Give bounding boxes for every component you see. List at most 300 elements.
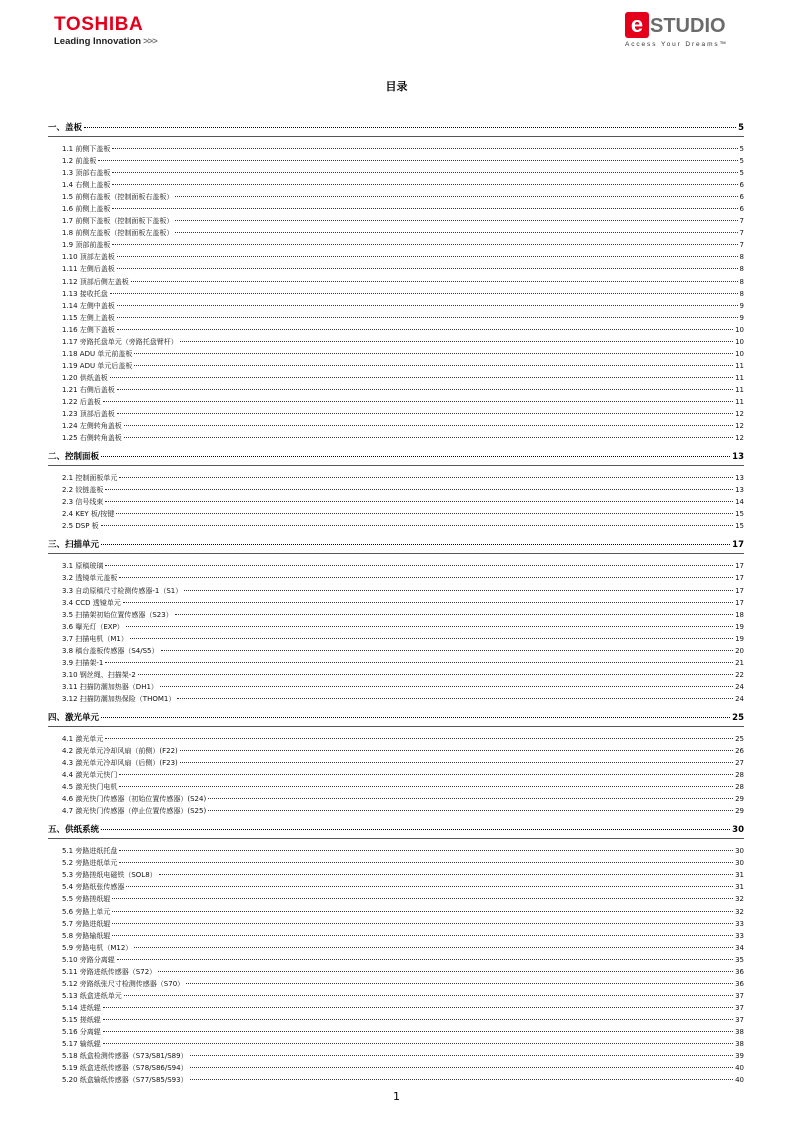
toshiba-logo	[54, 15, 157, 48]
dot-leader	[177, 698, 733, 699]
entry-page: 30	[735, 847, 744, 856]
dot-leader	[112, 911, 733, 912]
dot-leader	[123, 602, 733, 603]
dot-leader	[101, 525, 733, 526]
entry-page: 10	[735, 349, 744, 358]
toc-entry[interactable]	[48, 143, 744, 155]
estudio-tagline: Access Your Dreams™	[625, 41, 728, 48]
entry-title: 1.11 左侧后盖板	[62, 265, 115, 274]
entry-title: 1.2 前盖板	[62, 157, 97, 166]
dot-leader	[117, 413, 733, 414]
entry-title: 1.19 ADU 单元后盖板	[62, 361, 133, 370]
toc-entry[interactable]	[48, 372, 744, 384]
entry-title: 1.12 顶部后侧左盖板	[62, 277, 129, 286]
entry-page: 15	[735, 522, 744, 531]
toc-entry[interactable]	[48, 263, 744, 275]
toc-entry[interactable]	[48, 669, 744, 681]
toc-chapter[interactable]	[48, 711, 744, 725]
entry-title: 1.7 前侧下盖板（控制面板下盖板）	[62, 217, 174, 226]
dot-leader	[175, 220, 737, 221]
dot-leader	[126, 886, 733, 887]
brand-name: TOSHIBA	[54, 14, 144, 35]
dot-leader	[105, 738, 733, 739]
dot-leader	[190, 1079, 733, 1080]
toc-entry[interactable]	[48, 288, 744, 300]
dot-leader	[208, 798, 733, 799]
entry-page: 17	[735, 586, 744, 595]
entry-page: 36	[735, 979, 744, 988]
entry-page: 13	[735, 486, 744, 495]
toc-entry[interactable]	[48, 508, 744, 520]
toc-entry[interactable]	[48, 336, 744, 348]
entry-page: 11	[735, 373, 744, 382]
chapter-title: 三、扫描单元	[48, 540, 100, 551]
entry-title: 4.3 激光单元冷却风扇（后侧）(F23)	[62, 759, 178, 768]
entry-page: 12	[735, 422, 744, 431]
entry-page: 6	[739, 181, 744, 190]
dot-leader	[119, 774, 733, 775]
entry-title: 3.2 透镜单元盖板	[62, 574, 118, 583]
entry-title: 3.8 稿台盖板传感器（S4/S5）	[62, 646, 159, 655]
entry-title: 1.16 左侧下盖板	[62, 325, 115, 334]
entry-page: 6	[739, 205, 744, 214]
toc-entry[interactable]	[48, 432, 744, 444]
entry-title: 1.15 左侧上盖板	[62, 313, 115, 322]
dot-leader	[119, 862, 733, 863]
entry-title: 1.5 前侧右盖板（控制面板右盖板）	[62, 193, 174, 202]
toc-chapter[interactable]	[48, 121, 744, 135]
toc-entry[interactable]	[48, 745, 744, 757]
entry-title: 3.11 扫描防潮加热器（DH1）	[62, 682, 158, 691]
entry-title: 5.11 旁路进纸传感器（S72）	[62, 967, 157, 976]
toc-chapter[interactable]	[48, 538, 744, 552]
dot-leader	[190, 1067, 733, 1068]
entry-page: 10	[735, 337, 744, 346]
chapter-title: 二、控制面板	[48, 452, 100, 463]
chapter-divider	[48, 136, 744, 137]
entry-title: 4.5 激光快门电机	[62, 783, 118, 792]
entry-title: 1.6 前侧上盖板	[62, 205, 111, 214]
dot-leader	[103, 1031, 733, 1032]
toc-entry[interactable]	[48, 942, 744, 954]
entry-title: 3.6 曝光灯（EXP）	[62, 622, 124, 631]
toc-entry[interactable]	[48, 769, 744, 781]
page-title: 目录	[385, 80, 408, 93]
toc-entry[interactable]	[48, 560, 744, 572]
dot-leader	[208, 810, 733, 811]
entry-title: 4.7 激光快门传感器（停止位置传感器）(S25)	[62, 807, 207, 816]
chapter-page: 17	[732, 540, 744, 551]
dot-leader	[112, 244, 737, 245]
dot-leader	[103, 401, 733, 402]
entry-title: 5.16 分离辊	[62, 1028, 101, 1036]
toc-entry[interactable]	[48, 857, 744, 869]
toc-entry[interactable]	[48, 906, 744, 918]
dot-leader	[117, 268, 738, 269]
entry-page: 37	[735, 991, 744, 1000]
entry-page: 7	[739, 241, 744, 250]
entry-page: 19	[735, 622, 744, 631]
entry-page: 32	[735, 907, 744, 916]
entry-page: 20	[735, 646, 744, 655]
entry-page: 24	[735, 694, 744, 703]
dot-leader	[134, 365, 733, 366]
entry-page: 25	[735, 734, 744, 743]
entry-title: 5.14 进纸辊	[62, 1003, 101, 1012]
dot-leader	[105, 662, 733, 663]
entry-title: 5.12 旁路纸张尺寸检测传感器（S70）	[62, 979, 185, 988]
entry-page: 40	[735, 1064, 744, 1073]
dot-leader	[116, 513, 733, 514]
entry-title: 1.25 右侧转角盖板	[62, 434, 122, 443]
entry-page: 18	[735, 610, 744, 619]
toc-entry[interactable]	[48, 484, 744, 496]
dot-leader	[101, 829, 730, 830]
dot-leader	[175, 614, 733, 615]
entry-title: 5.10 旁路分离辊	[62, 955, 115, 964]
toc-entry[interactable]	[48, 978, 744, 990]
entry-page: 5	[739, 157, 744, 166]
estudio-e-mark: e	[625, 12, 649, 38]
dot-leader	[105, 489, 733, 490]
dot-leader	[180, 750, 733, 751]
dot-leader	[175, 196, 737, 197]
entry-page: 28	[735, 771, 744, 780]
entry-title: 2.3 信号线束	[62, 498, 104, 507]
toc-chapter[interactable]	[48, 450, 744, 464]
chapter-title: 一、盖板	[48, 123, 83, 133]
brand-tagline	[54, 36, 157, 48]
toc-entry[interactable]	[48, 251, 744, 263]
toc-entry[interactable]	[48, 1074, 744, 1086]
entry-title: 5.19 纸盒进纸传感器（S78/S86/S94）	[62, 1064, 188, 1073]
entry-title: 1.20 供纸盖板	[62, 373, 108, 382]
dot-leader	[158, 971, 733, 972]
entry-title: 1.14 左侧中盖板	[62, 301, 115, 310]
dot-leader	[110, 377, 733, 378]
dot-leader	[180, 762, 733, 763]
entry-page: 29	[735, 807, 744, 816]
entry-page: 17	[735, 562, 744, 571]
entry-page: 35	[735, 955, 744, 964]
toc-entry[interactable]	[48, 893, 744, 905]
dot-leader	[130, 638, 733, 639]
entry-title: 1.23 顶部后盖板	[62, 410, 115, 419]
entry-page: 8	[739, 253, 744, 262]
toc-entry[interactable]	[48, 239, 744, 251]
entry-title: 5.1 旁路进纸托盘	[62, 847, 118, 856]
dot-leader	[112, 184, 737, 185]
entry-title: 5.15 搓纸辊	[62, 1015, 101, 1024]
toc-entry[interactable]	[48, 918, 744, 930]
dot-leader	[124, 437, 733, 438]
toc-entry[interactable]	[48, 990, 744, 1002]
entry-title: 3.10 钢丝绳、扫描架-2	[62, 670, 136, 679]
chapter-divider	[48, 726, 744, 727]
entry-title: 1.4 右侧上盖板	[62, 181, 111, 190]
toc-entry[interactable]	[48, 396, 744, 408]
toc-entry[interactable]	[48, 348, 744, 360]
entry-page: 11	[735, 397, 744, 406]
dot-leader	[103, 1007, 733, 1008]
entry-title: 1.1 前侧下盖板	[62, 145, 111, 153]
chapter-divider	[48, 465, 744, 466]
toc-entry[interactable]	[48, 215, 744, 227]
chapter-page: 13	[732, 452, 744, 463]
entry-page: 13	[735, 474, 744, 483]
toc-entry[interactable]	[48, 520, 744, 532]
toc-entry[interactable]	[48, 930, 744, 942]
chapter-page: 30	[732, 825, 744, 836]
entry-page: 38	[735, 1028, 744, 1036]
dot-leader	[119, 786, 733, 787]
toc-entry[interactable]	[48, 227, 744, 239]
toc-entry[interactable]	[48, 203, 744, 215]
toc-entry[interactable]	[48, 609, 744, 621]
dot-leader	[190, 1055, 733, 1056]
entry-page: 37	[735, 1003, 744, 1012]
toc-entry[interactable]	[48, 621, 744, 633]
entry-title: 5.7 旁路进纸辊	[62, 919, 111, 928]
entry-title: 3.5 扫描架初始位置传感器（S23）	[62, 610, 173, 619]
toc-entry[interactable]	[48, 781, 744, 793]
toc-entry[interactable]	[48, 155, 744, 167]
dot-leader	[105, 565, 733, 566]
toc-entry[interactable]	[48, 1050, 744, 1062]
entry-page: 7	[739, 229, 744, 238]
entry-title: 3.4 CCD 透镜单元	[62, 598, 121, 607]
dot-leader	[101, 456, 730, 457]
entry-page: 24	[735, 682, 744, 691]
toc-entry[interactable]	[48, 1014, 744, 1026]
toc-entry[interactable]	[48, 312, 744, 324]
entry-page: 17	[735, 574, 744, 583]
entry-page: 37	[735, 1015, 744, 1024]
entry-page: 30	[735, 859, 744, 868]
toc-entry[interactable]	[48, 1038, 744, 1050]
entry-page: 8	[739, 289, 744, 298]
entry-page: 33	[735, 919, 744, 928]
chapter-divider	[48, 838, 744, 839]
toc-entry[interactable]	[48, 585, 744, 597]
entry-title: 4.4 激光单元快门	[62, 771, 118, 780]
dot-leader	[112, 208, 737, 209]
toc-entry[interactable]	[48, 167, 744, 179]
entry-page: 5	[739, 145, 744, 153]
dot-leader	[112, 923, 733, 924]
entry-title: 3.9 扫描架-1	[62, 658, 104, 667]
toc-entry[interactable]	[48, 881, 744, 893]
entry-page: 22	[735, 670, 744, 679]
dot-leader	[112, 148, 737, 149]
toc-entry[interactable]	[48, 420, 744, 432]
entry-page: 6	[739, 193, 744, 202]
entry-title: 4.2 激光单元冷却风扇（前侧）(F22)	[62, 747, 178, 756]
toc-entry[interactable]	[48, 869, 744, 881]
entry-title: 5.4 旁路纸张传感器	[62, 883, 125, 892]
entry-title: 3.3 自动原稿尺寸检测传感器-1（S1）	[62, 586, 183, 595]
toc-entry[interactable]	[48, 179, 744, 191]
entry-title: 5.8 旁路输纸辊	[62, 931, 111, 940]
entry-page: 11	[735, 361, 744, 370]
entry-page: 8	[739, 277, 744, 286]
entry-page: 21	[735, 658, 744, 667]
dot-leader	[117, 959, 733, 960]
entry-title: 3.12 扫描防潮加热保险（THOM1）	[62, 694, 176, 703]
entry-title: 1.10 顶部左盖板	[62, 253, 115, 262]
entry-page: 34	[735, 943, 744, 952]
dot-leader	[117, 256, 738, 257]
chevrons-icon: >>>	[143, 36, 157, 47]
entry-title: 1.3 顶部右盖板	[62, 169, 111, 178]
entry-page: 17	[735, 598, 744, 607]
entry-title: 5.13 纸盒进纸单元	[62, 991, 122, 1000]
dot-leader	[175, 232, 737, 233]
dot-leader	[112, 898, 733, 899]
entry-title: 5.9 旁路电机（M12）	[62, 943, 133, 952]
toc-entry[interactable]	[48, 472, 744, 484]
dot-leader	[160, 686, 733, 687]
toc-entry[interactable]	[48, 681, 744, 693]
page-header	[0, 0, 793, 60]
entry-title: 5.3 旁路搓纸电磁铁（SOL8）	[62, 871, 157, 880]
entry-page: 14	[735, 498, 744, 507]
entry-page: 10	[735, 325, 744, 334]
chapter-divider	[48, 553, 744, 554]
toc-entry[interactable]	[48, 733, 744, 745]
entry-title: 1.17 旁路托盘单元（旁路托盘臂杆）	[62, 337, 178, 346]
estudio-wordmark	[625, 12, 726, 40]
toc-entry[interactable]	[48, 191, 744, 203]
toc-entry[interactable]	[48, 408, 744, 420]
entry-page: 15	[735, 510, 744, 519]
dot-leader	[117, 389, 733, 390]
entry-page: 28	[735, 783, 744, 792]
toc-entry[interactable]	[48, 657, 744, 669]
entry-title: 4.1 激光单元	[62, 734, 104, 743]
entry-title: 1.9 顶部前盖板	[62, 241, 111, 250]
entry-page: 5	[739, 169, 744, 178]
dot-leader	[98, 160, 737, 161]
tagline-text: Leading Innovation	[54, 36, 142, 47]
entry-page: 40	[735, 1076, 744, 1085]
entry-title: 5.5 旁路搓纸辊	[62, 895, 111, 904]
toc-entry[interactable]	[48, 300, 744, 312]
toc-entry[interactable]	[48, 845, 744, 857]
entry-title: 5.17 输纸辊	[62, 1040, 101, 1049]
toc-entry[interactable]	[48, 793, 744, 805]
entry-page: 8	[739, 265, 744, 274]
toc-entry[interactable]	[48, 966, 744, 978]
entry-page: 33	[735, 931, 744, 940]
toc-entry[interactable]	[48, 496, 744, 508]
toc-entry[interactable]	[48, 597, 744, 609]
dot-leader	[126, 626, 733, 627]
toc-entry[interactable]	[48, 572, 744, 584]
entry-page: 12	[735, 434, 744, 443]
chapter-title: 五、供纸系统	[48, 825, 100, 836]
chapter-title: 四、激光单元	[48, 712, 100, 723]
entry-title: 2.1 控制面板单元	[62, 474, 118, 483]
toc-entry[interactable]	[48, 757, 744, 769]
toc-entry[interactable]	[48, 1002, 744, 1014]
toc-entry[interactable]	[48, 324, 744, 336]
dot-leader	[101, 544, 730, 545]
estudio-logo	[625, 12, 740, 52]
dot-leader	[184, 590, 733, 591]
dot-leader	[134, 353, 733, 354]
entry-title: 3.1 原稿玻璃	[62, 562, 104, 571]
dot-leader	[119, 577, 733, 578]
toc-chapter[interactable]	[48, 823, 744, 837]
toc-entry[interactable]	[48, 693, 744, 705]
entry-title: 5.20 纸盒输纸传感器（S77/S85/S93）	[62, 1076, 188, 1085]
dot-leader	[103, 1019, 733, 1020]
entry-page: 29	[735, 795, 744, 804]
dot-leader	[103, 1043, 733, 1044]
entry-page: 39	[735, 1052, 744, 1061]
dot-leader	[119, 850, 733, 851]
chapter-page: 5	[738, 123, 744, 133]
toc-entry[interactable]	[48, 384, 744, 396]
entry-title: 2.2 铰链盖板	[62, 486, 104, 495]
toc-entry[interactable]	[48, 805, 744, 817]
toc-entry[interactable]	[48, 276, 744, 288]
dot-leader	[159, 874, 733, 875]
dot-leader	[112, 935, 733, 936]
toc-entry[interactable]	[48, 954, 744, 966]
entry-page: 32	[735, 895, 744, 904]
toc-entry[interactable]	[48, 360, 744, 372]
entry-title: 4.6 激光快门传感器（初始位置传感器）(S24)	[62, 795, 207, 804]
toc-entry[interactable]	[48, 1026, 744, 1038]
toc-entry[interactable]	[48, 633, 744, 645]
entry-page: 38	[735, 1040, 744, 1049]
dot-leader	[180, 341, 733, 342]
entry-page: 31	[735, 871, 744, 880]
dot-leader	[110, 293, 738, 294]
entry-title: 5.6 旁路上单元	[62, 907, 111, 916]
dot-leader	[119, 477, 733, 478]
dot-leader	[101, 717, 730, 718]
dot-leader	[112, 172, 737, 173]
dot-leader	[105, 501, 733, 502]
entry-page: 27	[735, 759, 744, 768]
entry-title: 1.22 后盖板	[62, 397, 101, 406]
chapter-page: 25	[732, 712, 744, 723]
entry-page: 36	[735, 967, 744, 976]
estudio-word: STUDIO	[650, 15, 726, 37]
entry-title: 1.13 接收托盘	[62, 289, 108, 298]
entry-title: 5.2 旁路进纸单元	[62, 859, 118, 868]
entry-title: 2.4 KEY 板/按键	[62, 510, 115, 519]
entry-page: 19	[735, 634, 744, 643]
page-number: 1	[393, 1090, 400, 1103]
entry-title: 2.5 DSP 板	[62, 522, 99, 531]
table-of-contents	[48, 121, 744, 1092]
dot-leader	[186, 983, 733, 984]
toc-entry[interactable]	[48, 1062, 744, 1074]
toc-entry[interactable]	[48, 645, 744, 657]
entry-title: 5.18 纸盒检测传感器（S73/S81/S89）	[62, 1052, 188, 1061]
dot-leader	[124, 995, 733, 996]
entry-page: 9	[739, 301, 744, 310]
entry-title: 1.21 右侧后盖板	[62, 385, 115, 394]
dot-leader	[117, 305, 738, 306]
dot-leader	[117, 317, 738, 318]
entry-title: 1.8 前侧左盖板（控制面板左盖板）	[62, 229, 174, 238]
entry-page: 12	[735, 410, 744, 419]
